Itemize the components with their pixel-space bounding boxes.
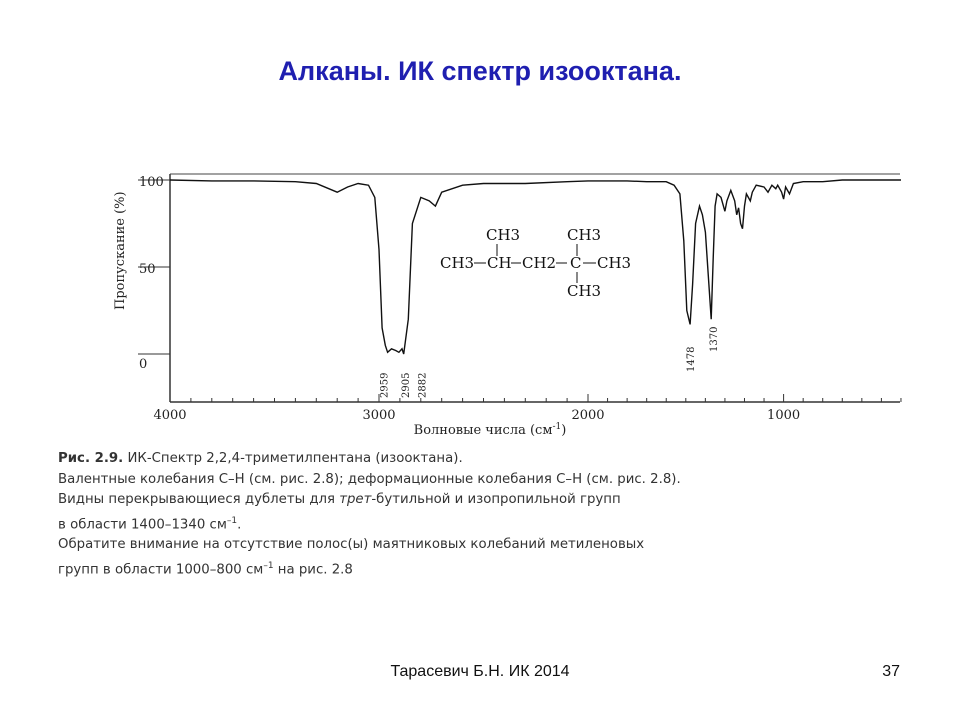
peak-label-2905: 2905 — [400, 372, 412, 398]
peak-label-1370: 1370 — [709, 326, 721, 352]
mol-chain-c: C — [570, 254, 582, 272]
figure-caption — [58, 449, 758, 581]
x-ticks — [153, 394, 901, 423]
y-tick-label: 50 — [139, 262, 156, 277]
mol-ch3-top-left: CH3 — [486, 226, 521, 244]
plot-frame — [170, 174, 900, 402]
x-tick-label: 3000 — [362, 408, 396, 423]
caption-line-4-end: . — [237, 516, 242, 532]
caption-line-3-a: Видны перекрывающиеся дублеты для — [58, 492, 340, 507]
mol-chain-ch2: CH2 — [522, 254, 557, 272]
caption-line-2: Валентные колебания C–H (см. рис. 2.8); деформационные колебания C–H (см. рис. 2.8). — [58, 471, 681, 487]
caption-line-6-end: на рис. 2.8 — [273, 562, 353, 578]
caption-line-3 — [58, 490, 758, 511]
page-number: 37 — [882, 663, 900, 680]
caption-line-6 — [58, 556, 758, 581]
caption-line-1 — [58, 449, 758, 470]
caption-line-6-text: групп в области 1000–800 см — [58, 562, 264, 578]
peak-label-2959: 2959 — [379, 372, 391, 398]
footer-author: Тарасевич Б.Н. ИК 2014 — [390, 663, 570, 680]
caption-figure-number: Рис. 2.9. — [58, 451, 124, 466]
peak-label-2882: 2882 — [417, 372, 429, 398]
y-ticks — [138, 175, 170, 372]
mol-chain-ch3-left: CH3 — [440, 254, 475, 272]
caption-line-4 — [58, 511, 758, 536]
y-tick-label: 100 — [139, 175, 164, 190]
caption-line-3-b: -бутильной и изопропильной групп — [371, 492, 621, 507]
x-tick-label: 1000 — [767, 408, 801, 423]
mol-chain-ch: CH — [487, 254, 512, 272]
mol-ch3-bottom: CH3 — [567, 282, 602, 300]
caption-line-5: Обратите внимание на отсутствие полос(ы) маятниковых колебаний метиленовых — [58, 537, 645, 553]
x-axis-title: Волновые числа $(см^{-1})$ — [413, 422, 567, 438]
x-tick-label: 2000 — [571, 408, 605, 423]
caption-line-4-text: в области 1400–1340 см — [58, 516, 227, 532]
caption-line-3-italic: трет — [339, 492, 372, 507]
caption-line-4-sup: –1 — [226, 515, 238, 526]
peak-label-1478: 1478 — [686, 346, 698, 372]
x-tick-label: 4000 — [153, 408, 187, 423]
y-axis-title: Пропускание (%) — [113, 191, 128, 310]
peak-labels — [380, 327, 721, 398]
mol-chain-ch3-right: CH3 — [597, 254, 632, 272]
slide-title: Алканы. ИК спектр изооктана. — [278, 56, 682, 86]
caption-line-6-sup: –1 — [263, 560, 274, 571]
y-tick-label: 0 — [139, 357, 148, 372]
isooctane-structure — [440, 226, 631, 300]
caption-line-1-text: ИК-Спектр 2,2,4-триметилпентана (изооктана). — [123, 451, 463, 466]
mol-ch3-top-right: CH3 — [567, 226, 602, 244]
